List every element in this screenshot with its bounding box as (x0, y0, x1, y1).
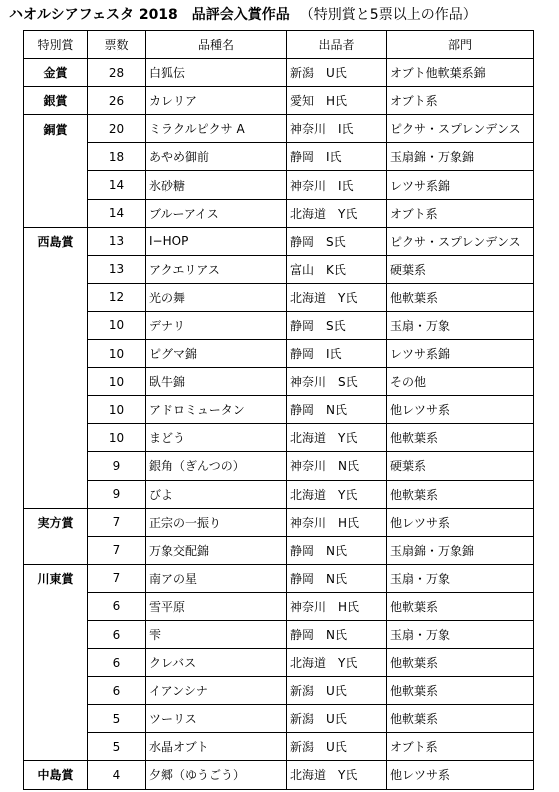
variety-cell: 臥牛錦 (146, 368, 287, 396)
variety-cell: ツーリス (146, 705, 287, 733)
exhibitor-cell: 静岡 N氏 (287, 396, 387, 424)
header-variety: 品種名 (146, 31, 287, 59)
department-cell: 玉扇・万象 (387, 564, 534, 592)
header-department: 部門 (387, 31, 534, 59)
exhibitor-cell: 北海道 Y氏 (287, 424, 387, 452)
special-award-cell: 実方賞 (24, 508, 88, 536)
department-cell: レツサ系錦 (387, 171, 534, 199)
department-cell: 玉扇錦・万象錦 (387, 143, 534, 171)
table-row (24, 536, 534, 564)
variety-cell: 万象交配錦 (146, 536, 287, 564)
special-award-cell (24, 649, 88, 677)
table-row (24, 171, 534, 199)
table-row (24, 705, 534, 733)
table-row (24, 592, 534, 620)
special-award-cell (24, 311, 88, 339)
exhibitor-cell: 新潟 U氏 (287, 705, 387, 733)
table-row (24, 480, 534, 508)
table-row (24, 452, 534, 480)
table-row (24, 59, 534, 87)
header-votes: 票数 (88, 31, 146, 59)
votes-cell: 4 (88, 761, 146, 789)
votes-cell: 13 (88, 227, 146, 255)
table-row (24, 227, 534, 255)
department-cell: 玉扇・万象 (387, 620, 534, 648)
special-award-cell (24, 733, 88, 761)
votes-cell: 14 (88, 171, 146, 199)
department-cell: 他レツサ系 (387, 508, 534, 536)
variety-cell: 雫 (146, 620, 287, 648)
special-award-cell: 中島賞 (24, 761, 88, 789)
special-award-cell: 銀賞 (24, 87, 88, 115)
department-cell: オブト系 (387, 199, 534, 227)
votes-cell: 10 (88, 368, 146, 396)
exhibitor-cell: 北海道 Y氏 (287, 761, 387, 789)
variety-cell: 光の舞 (146, 283, 287, 311)
document-title: ハオルシアフェスタ 2018 品評会入賞作品 (9, 7, 290, 23)
votes-cell: 6 (88, 677, 146, 705)
variety-cell: まどう (146, 424, 287, 452)
exhibitor-cell: 神奈川 S氏 (287, 368, 387, 396)
special-award-cell: 銅賞 (24, 115, 88, 143)
exhibitor-cell: 神奈川 N氏 (287, 452, 387, 480)
variety-cell: 夕郷（ゆうごう） (146, 761, 287, 789)
special-award-cell (24, 171, 88, 199)
variety-cell: ミラクルピクサ A (146, 115, 287, 143)
table-row (24, 396, 534, 424)
special-award-cell (24, 424, 88, 452)
votes-cell: 7 (88, 564, 146, 592)
table-row (24, 283, 534, 311)
table-row (24, 649, 534, 677)
special-award-cell (24, 620, 88, 648)
votes-cell: 7 (88, 508, 146, 536)
votes-cell: 26 (88, 87, 146, 115)
table-row (24, 340, 534, 368)
special-award-cell (24, 283, 88, 311)
table-header-row (24, 31, 534, 59)
table-row (24, 761, 534, 789)
votes-cell: 28 (88, 59, 146, 87)
votes-cell: 10 (88, 340, 146, 368)
special-award-cell (24, 255, 88, 283)
variety-cell: カレリア (146, 87, 287, 115)
variety-cell: 氷砂糖 (146, 171, 287, 199)
table-row (24, 255, 534, 283)
department-cell: その他 (387, 368, 534, 396)
exhibitor-cell: 富山 K氏 (287, 255, 387, 283)
department-cell: 他軟葉系 (387, 677, 534, 705)
votes-cell: 5 (88, 705, 146, 733)
variety-cell: I−HOP (146, 227, 287, 255)
department-cell: 硬葉系 (387, 255, 534, 283)
variety-cell: 銀角（ぎんつの） (146, 452, 287, 480)
variety-cell: クレバス (146, 649, 287, 677)
exhibitor-cell: 新潟 U氏 (287, 59, 387, 87)
special-award-cell (24, 452, 88, 480)
document-title-bar (9, 4, 477, 26)
exhibitor-cell: 静岡 N氏 (287, 620, 387, 648)
exhibitor-cell: 静岡 I氏 (287, 340, 387, 368)
table-row (24, 508, 534, 536)
table-row (24, 143, 534, 171)
votes-cell: 18 (88, 143, 146, 171)
department-cell: ピクサ・スプレンデンス (387, 115, 534, 143)
award-table (23, 30, 534, 790)
document-subtitle: （特別賞と5票以上の作品） (299, 7, 477, 23)
department-cell: 他軟葉系 (387, 649, 534, 677)
exhibitor-cell: 神奈川 I氏 (287, 171, 387, 199)
votes-cell: 6 (88, 592, 146, 620)
special-award-cell (24, 368, 88, 396)
table-row (24, 115, 534, 143)
special-award-cell: 西島賞 (24, 227, 88, 255)
special-award-cell (24, 677, 88, 705)
exhibitor-cell: 神奈川 I氏 (287, 115, 387, 143)
votes-cell: 9 (88, 480, 146, 508)
variety-cell: 南アの星 (146, 564, 287, 592)
votes-cell: 6 (88, 649, 146, 677)
special-award-cell (24, 199, 88, 227)
special-award-cell (24, 396, 88, 424)
special-award-cell (24, 480, 88, 508)
exhibitor-cell: 北海道 Y氏 (287, 283, 387, 311)
variety-cell: 正宗の一振り (146, 508, 287, 536)
votes-cell: 20 (88, 115, 146, 143)
department-cell: 他軟葉系 (387, 705, 534, 733)
table-row (24, 199, 534, 227)
department-cell: 玉扇錦・万象錦 (387, 536, 534, 564)
votes-cell: 10 (88, 311, 146, 339)
variety-cell: アドロミュータン (146, 396, 287, 424)
variety-cell: 水晶オブト (146, 733, 287, 761)
votes-cell: 12 (88, 283, 146, 311)
exhibitor-cell: 静岡 I氏 (287, 143, 387, 171)
department-cell: オブト系 (387, 87, 534, 115)
special-award-cell (24, 536, 88, 564)
variety-cell: ピグマ錦 (146, 340, 287, 368)
table-row (24, 733, 534, 761)
department-cell: 他レツサ系 (387, 396, 534, 424)
votes-cell: 10 (88, 396, 146, 424)
variety-cell: デナリ (146, 311, 287, 339)
department-cell: オブト他軟葉系錦 (387, 59, 534, 87)
variety-cell: アクエリアス (146, 255, 287, 283)
votes-cell: 9 (88, 452, 146, 480)
votes-cell: 7 (88, 536, 146, 564)
department-cell: オブト系 (387, 733, 534, 761)
department-cell: 他軟葉系 (387, 424, 534, 452)
exhibitor-cell: 静岡 N氏 (287, 564, 387, 592)
variety-cell: びよ (146, 480, 287, 508)
exhibitor-cell: 神奈川 H氏 (287, 592, 387, 620)
variety-cell: イアンシナ (146, 677, 287, 705)
exhibitor-cell: 静岡 N氏 (287, 536, 387, 564)
department-cell: レツサ系錦 (387, 340, 534, 368)
exhibitor-cell: 愛知 H氏 (287, 87, 387, 115)
table-row (24, 564, 534, 592)
header-special-award: 特別賞 (24, 31, 88, 59)
department-cell: 玉扇・万象 (387, 311, 534, 339)
special-award-cell (24, 705, 88, 733)
table-row (24, 424, 534, 452)
special-award-cell (24, 143, 88, 171)
votes-cell: 10 (88, 424, 146, 452)
exhibitor-cell: 新潟 U氏 (287, 733, 387, 761)
special-award-cell: 川東賞 (24, 564, 88, 592)
department-cell: 硬葉系 (387, 452, 534, 480)
variety-cell: ブルーアイス (146, 199, 287, 227)
exhibitor-cell: 北海道 Y氏 (287, 649, 387, 677)
votes-cell: 6 (88, 620, 146, 648)
table-row (24, 311, 534, 339)
exhibitor-cell: 北海道 Y氏 (287, 199, 387, 227)
special-award-cell (24, 592, 88, 620)
table-body (24, 59, 534, 789)
department-cell: 他軟葉系 (387, 480, 534, 508)
variety-cell: 白狐伝 (146, 59, 287, 87)
department-cell: 他レツサ系 (387, 761, 534, 789)
table-row (24, 677, 534, 705)
department-cell: 他軟葉系 (387, 592, 534, 620)
department-cell: 他軟葉系 (387, 283, 534, 311)
table-row (24, 87, 534, 115)
votes-cell: 13 (88, 255, 146, 283)
table-row (24, 368, 534, 396)
exhibitor-cell: 神奈川 H氏 (287, 508, 387, 536)
exhibitor-cell: 新潟 U氏 (287, 677, 387, 705)
department-cell: ピクサ・スプレンデンス (387, 227, 534, 255)
special-award-cell (24, 340, 88, 368)
exhibitor-cell: 北海道 Y氏 (287, 480, 387, 508)
header-exhibitor: 出品者 (287, 31, 387, 59)
special-award-cell: 金賞 (24, 59, 88, 87)
votes-cell: 5 (88, 733, 146, 761)
exhibitor-cell: 静岡 S氏 (287, 311, 387, 339)
table-row (24, 620, 534, 648)
variety-cell: 雪平原 (146, 592, 287, 620)
votes-cell: 14 (88, 199, 146, 227)
variety-cell: あやめ御前 (146, 143, 287, 171)
exhibitor-cell: 静岡 S氏 (287, 227, 387, 255)
